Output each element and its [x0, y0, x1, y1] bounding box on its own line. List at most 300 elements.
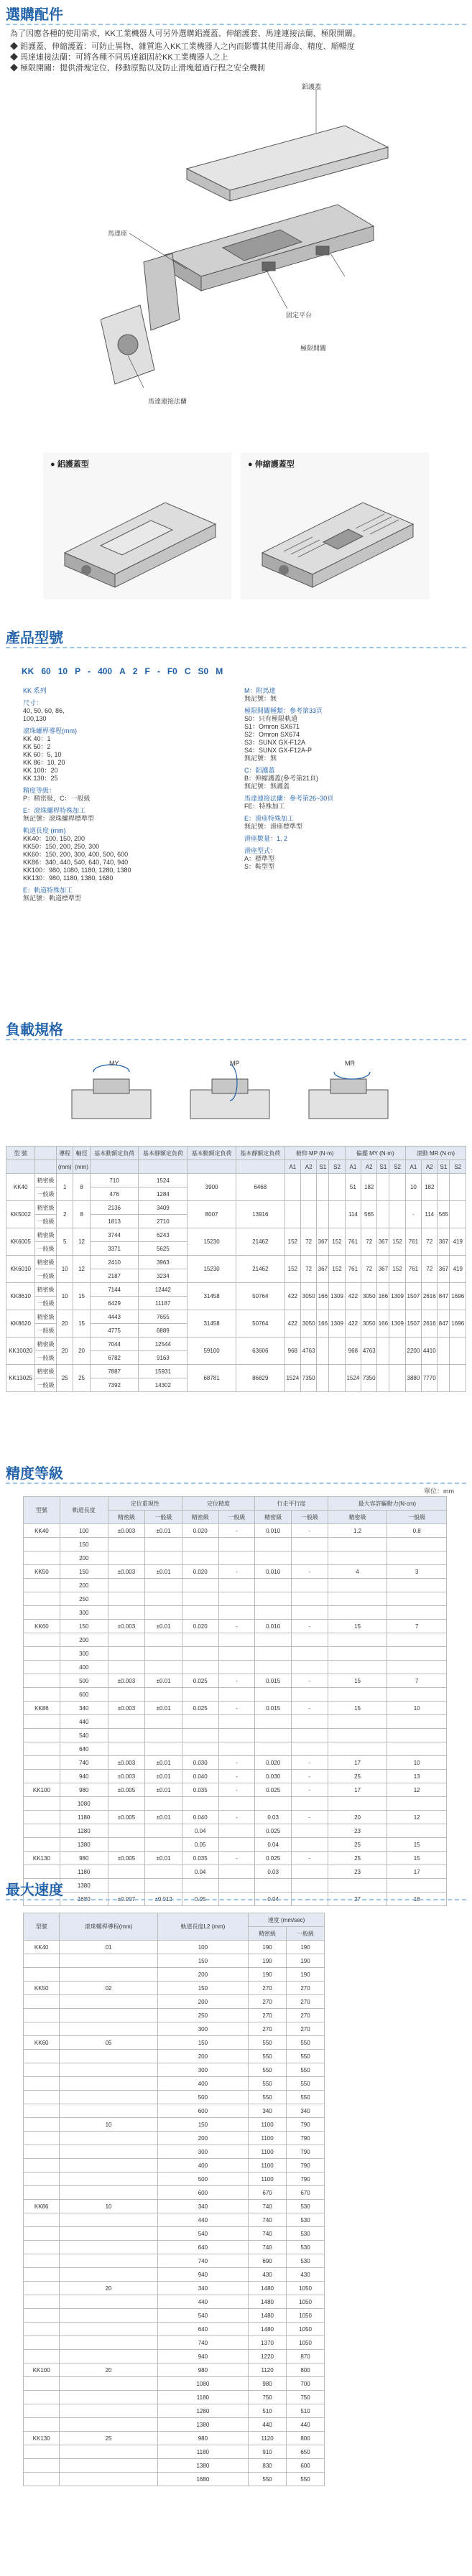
speed-cell: 200 — [157, 2050, 248, 2063]
speed-cell — [60, 2445, 157, 2459]
speed-cell: 270 — [287, 2022, 325, 2036]
load-moment-cell: 1507 — [405, 1310, 421, 1338]
speed-cell: 190 — [249, 1954, 287, 1968]
accuracy-cell — [292, 1606, 328, 1620]
accuracy-cell: ±0.01 — [145, 1674, 182, 1688]
accuracy-subheader-cell: 精密級 — [108, 1511, 145, 1524]
speed-cell — [60, 2159, 157, 2173]
accuracy-cell: - — [218, 1756, 255, 1770]
accuracy-row — [24, 1729, 447, 1742]
accuracy-cell: 0.035 — [182, 1783, 218, 1797]
speed-cell: 550 — [249, 2063, 287, 2077]
accuracy-cell: 17 — [328, 1756, 387, 1770]
accuracy-cell — [24, 1606, 60, 1620]
load-ca-cell: 7887 — [90, 1365, 139, 1378]
accuracy-cell: - — [218, 1524, 255, 1538]
model-note-line: A：標準型 — [244, 855, 275, 862]
load-ca-cell: 6782 — [90, 1351, 139, 1365]
accuracy-cell: - — [292, 1852, 328, 1865]
accuracy-cell: - — [218, 1565, 255, 1579]
load-moment-cell: 968 — [345, 1338, 361, 1365]
speed-cell: 1480 — [249, 2309, 287, 2323]
load-moment-cell: 166 — [377, 1310, 389, 1338]
speed-cell — [24, 2391, 60, 2404]
load-moment-cell: 761 — [405, 1256, 421, 1283]
accuracy-cell: 1680 — [60, 1893, 108, 1906]
speed-row — [24, 2268, 325, 2282]
accuracy-cell — [218, 1647, 255, 1661]
load-moment-cell: 72 — [361, 1228, 377, 1256]
moment-diagrams — [65, 1058, 409, 1129]
speed-cell: 510 — [287, 2404, 325, 2418]
speed-cell: 1120 — [249, 2363, 287, 2377]
accuracy-cell — [218, 1538, 255, 1551]
load-ca-cell: 1813 — [90, 1215, 139, 1228]
accuracy-cell: 150 — [60, 1620, 108, 1633]
accuracy-cell — [182, 1688, 218, 1702]
accuracy-cell: 18 — [387, 1893, 447, 1906]
accuracy-row — [24, 1865, 447, 1879]
load-subheader-cell — [236, 1160, 284, 1174]
speed-cell — [60, 2418, 157, 2432]
load-ca-cell: 3744 — [90, 1228, 139, 1242]
speed-cell: 340 — [157, 2200, 248, 2213]
speed-cell: 550 — [249, 2036, 287, 2050]
accuracy-cell: KK60 — [24, 1620, 60, 1633]
speed-cell — [24, 2145, 60, 2159]
accuracy-cell: 15 — [328, 1702, 387, 1715]
model-note — [244, 707, 431, 762]
accuracy-cell: ±0.01 — [145, 1702, 182, 1715]
load-moment-cell: 2616 — [422, 1283, 438, 1310]
accuracy-cell — [292, 1538, 328, 1551]
load-coa-cell: 1284 — [139, 1187, 188, 1201]
speed-cell: 430 — [287, 2268, 325, 2282]
load-moment-cell: - — [405, 1201, 421, 1228]
load-coa-cell: 3963 — [139, 1256, 188, 1269]
accuracy-cell: - — [292, 1756, 328, 1770]
load-moment-cell: 1696 — [450, 1283, 466, 1310]
accuracy-cell — [108, 1688, 145, 1702]
accuracy-cell: 200 — [60, 1579, 108, 1592]
model-note-line: KK 100：20 — [23, 767, 58, 774]
speed-cell — [60, 2323, 157, 2336]
load-rail-coa-cell: 6468 — [236, 1174, 284, 1201]
model-code-part: 2 — [132, 666, 138, 676]
load-subheader-cell: S1 — [438, 1160, 450, 1174]
accuracy-row — [24, 1783, 447, 1797]
accuracy-cell: 27 — [328, 1893, 387, 1906]
speed-row — [24, 2104, 325, 2118]
model-note — [244, 767, 431, 790]
accuracy-cell: KK100 — [24, 1783, 60, 1797]
load-rail-ca-cell: 68781 — [188, 1365, 236, 1392]
accuracy-cell — [182, 1606, 218, 1620]
load-subheader-cell: A2 — [301, 1160, 317, 1174]
speed-cell — [60, 2473, 157, 2486]
accuracy-cell — [387, 1797, 447, 1811]
accuracy-cell: 20 — [328, 1811, 387, 1824]
speed-cell — [24, 2268, 60, 2282]
speed-cell: 500 — [157, 2173, 248, 2186]
speed-cell: 1680 — [157, 2473, 248, 2486]
speed-row — [24, 2200, 325, 2213]
speed-cell: 440 — [157, 2295, 248, 2309]
accuracy-cell: 0.020 — [182, 1620, 218, 1633]
speed-cell — [24, 1954, 60, 1968]
model-note-line: 無記號：無 — [244, 755, 277, 762]
speed-row — [24, 2145, 325, 2159]
speed-row — [24, 2173, 325, 2186]
accuracy-cell — [387, 1538, 447, 1551]
speed-cell: 650 — [287, 2445, 325, 2459]
accuracy-cell — [108, 1797, 145, 1811]
accuracy-cell — [292, 1647, 328, 1661]
accuracy-cell: ±0.003 — [108, 1524, 145, 1538]
accuracy-cell: 0.030 — [255, 1770, 292, 1783]
accuracy-cell — [328, 1661, 387, 1674]
accuracy-cell — [387, 1606, 447, 1620]
speed-cell: 540 — [157, 2309, 248, 2323]
load-grade-cell: 一般級 — [35, 1378, 57, 1392]
accuracy-cell: 940 — [60, 1770, 108, 1783]
speed-cell: 670 — [287, 2186, 325, 2200]
speed-cell: 1100 — [249, 2159, 287, 2173]
accuracy-cell: - — [292, 1811, 328, 1824]
load-rail-coa-cell: 13916 — [236, 1201, 284, 1228]
load-moment-cell: 2200 — [405, 1338, 421, 1365]
model-note — [23, 827, 181, 882]
accuracy-cell — [255, 1715, 292, 1729]
load-moment-cell: 761 — [345, 1228, 361, 1256]
speed-cell: 600 — [287, 2459, 325, 2473]
load-lead-cell: 1 — [57, 1174, 73, 1201]
speed-cell: 200 — [157, 1995, 248, 2009]
load-title: 負載規格 — [6, 1022, 63, 1038]
accuracy-cell — [145, 1824, 182, 1838]
cover-type-illustration — [57, 481, 223, 589]
model-left-notes — [23, 687, 181, 907]
speed-cell: 430 — [249, 2268, 287, 2282]
load-ca-cell: 2410 — [90, 1256, 139, 1269]
load-moment-cell — [450, 1174, 466, 1201]
load-moment-cell: 422 — [284, 1310, 300, 1338]
speed-cell: 270 — [287, 2009, 325, 2022]
speed-cell: 740 — [157, 2336, 248, 2350]
accuracy-cell: 0.015 — [255, 1674, 292, 1688]
speed-cell: KK60 — [24, 2036, 60, 2050]
model-note-line: KK86：340, 440, 540, 640, 740, 940 — [23, 859, 129, 866]
load-coa-cell: 1524 — [139, 1174, 188, 1187]
model-code-part: F — [144, 666, 150, 676]
accuracy-cell — [387, 1742, 447, 1756]
load-row — [6, 1365, 466, 1378]
model-note-line: S：鞍型型 — [244, 863, 275, 870]
model-note — [23, 699, 181, 723]
speed-cell: 270 — [249, 2022, 287, 2036]
accuracy-cell: ±0.01 — [145, 1770, 182, 1783]
load-moment-cell — [284, 1174, 300, 1201]
accuracy-cell — [292, 1865, 328, 1879]
load-moment-cell: 1309 — [329, 1283, 345, 1310]
speed-cell: 1370 — [249, 2336, 287, 2350]
accuracy-row — [24, 1770, 447, 1783]
accuracy-row — [24, 1688, 447, 1702]
load-moment-cell: 2616 — [422, 1310, 438, 1338]
model-right-notes — [244, 687, 431, 875]
speed-cell: 640 — [157, 2241, 248, 2254]
speed-row — [24, 2063, 325, 2077]
accuracy-row — [24, 1756, 447, 1770]
load-moment-cell: 152 — [329, 1228, 345, 1256]
speed-cell: 400 — [157, 2159, 248, 2173]
load-moment-cell: 565 — [361, 1201, 377, 1228]
accuracy-cell: 540 — [60, 1729, 108, 1742]
speed-cell: 790 — [287, 2132, 325, 2145]
speed-cell — [60, 2391, 157, 2404]
load-moment-cell — [438, 1174, 450, 1201]
model-note-title: C：鋁護蓋 — [244, 767, 275, 774]
load-subheader-cell: S2 — [389, 1160, 405, 1174]
accuracy-cell — [145, 1538, 182, 1551]
load-moment-cell — [284, 1201, 300, 1228]
accuracy-cell — [145, 1606, 182, 1620]
accuracy-row — [24, 1524, 447, 1538]
accuracy-row — [24, 1852, 447, 1865]
accuracy-cell: 100 — [60, 1524, 108, 1538]
callout-motor-flange: 馬達座 — [108, 230, 128, 237]
accuracy-cell — [182, 1551, 218, 1565]
accuracy-cell — [108, 1551, 145, 1565]
speed-title: 最大速度 — [6, 1882, 63, 1898]
model-section — [0, 626, 472, 935]
load-grade-cell: 一般級 — [35, 1187, 57, 1201]
speed-cell: 600 — [157, 2104, 248, 2118]
load-grade-cell: 精密級 — [35, 1310, 57, 1324]
load-header-cell: 軸徑 — [73, 1147, 90, 1160]
bullet-item: ◆ 極限開關：提供滑塊定位、移動原點以及防止滑塊超過行程之安全機制 — [10, 64, 266, 73]
speed-cell — [60, 2077, 157, 2091]
model-code-part: - — [88, 666, 91, 676]
load-subheader-cell: A1 — [284, 1160, 300, 1174]
load-shaft-cell: 15 — [73, 1283, 90, 1310]
moment-label-mp: MP — [230, 1060, 240, 1067]
speed-cell: 740 — [157, 2254, 248, 2268]
model-note-title: E：滾珠螺桿特殊加工 — [23, 807, 86, 814]
load-moment-cell: 152 — [389, 1228, 405, 1256]
model-note — [23, 727, 181, 783]
bellows-type-illustration — [255, 481, 420, 589]
accuracy-cell — [108, 1647, 145, 1661]
load-moment-cell: 7770 — [422, 1365, 438, 1392]
load-rail-ca-cell: 15230 — [188, 1228, 236, 1256]
speed-row — [24, 2036, 325, 2050]
accuracy-cell — [182, 1715, 218, 1729]
speed-row — [24, 1954, 325, 1968]
model-code — [22, 666, 230, 676]
accuracy-cell: - — [292, 1702, 328, 1715]
moment-label-mr: MR — [345, 1060, 355, 1067]
accuracy-cell — [218, 1606, 255, 1620]
accuracy-cell: ±0.01 — [145, 1852, 182, 1865]
speed-cell: 150 — [157, 1982, 248, 1995]
speed-cell — [24, 1968, 60, 1982]
accuracy-cell: 12 — [387, 1783, 447, 1797]
speed-cell — [24, 2282, 60, 2295]
accuracy-cell — [255, 1606, 292, 1620]
speed-cell: 190 — [287, 1941, 325, 1954]
speed-cell — [24, 2350, 60, 2363]
accuracy-cell: 15 — [328, 1674, 387, 1688]
speed-header-cell: 型號 — [24, 1913, 60, 1941]
speed-cell — [60, 2145, 157, 2159]
speed-cell: 670 — [249, 2186, 287, 2200]
load-moment-cell: 761 — [405, 1228, 421, 1256]
speed-cell — [60, 2459, 157, 2473]
accuracy-cell — [145, 1592, 182, 1606]
speed-cell: 270 — [249, 1995, 287, 2009]
load-moment-cell: 182 — [361, 1174, 377, 1201]
model-code-part: P — [75, 666, 81, 676]
accuracy-cell: 7 — [387, 1620, 447, 1633]
load-shaft-cell: 25 — [73, 1365, 90, 1392]
speed-header-cell: 滾珠螺桿導程(mm) — [60, 1913, 157, 1941]
speed-cell — [60, 2104, 157, 2118]
accuracy-cell: - — [218, 1893, 255, 1906]
accuracy-cell — [108, 1633, 145, 1647]
accuracy-cell — [108, 1538, 145, 1551]
accuracy-header-cell: 行走平行度 — [255, 1497, 328, 1511]
load-coa-cell: 12442 — [139, 1283, 188, 1297]
speed-cell — [24, 2309, 60, 2323]
load-coa-cell: 3234 — [139, 1269, 188, 1283]
speed-row — [24, 1941, 325, 1954]
model-code-part: A — [119, 666, 126, 676]
speed-cell: 340 — [249, 2104, 287, 2118]
model-note-title: 滑座數量：1, 2 — [244, 835, 288, 842]
load-model-cell: KK40 — [6, 1174, 35, 1201]
speed-cell — [24, 2445, 60, 2459]
load-row — [6, 1310, 466, 1324]
accuracy-cell: 0.010 — [255, 1524, 292, 1538]
accuracy-cell: ±0.007 — [108, 1893, 145, 1906]
accuracy-cell: ±0.003 — [108, 1770, 145, 1783]
speed-table — [23, 1913, 325, 2486]
load-rail-ca-cell: 31458 — [188, 1310, 236, 1338]
speed-cell — [24, 2132, 60, 2145]
load-subheader-cell — [188, 1160, 236, 1174]
load-moment-cell — [317, 1338, 329, 1365]
bullet-item: ◆ 馬達連接法蘭：可將各種不同馬達鎖固於KK工業機器人之上 — [10, 53, 228, 62]
accuracy-cell — [387, 1715, 447, 1729]
callout-cover: 鋁護蓋 — [302, 83, 322, 90]
accuracy-cell: - — [292, 1674, 328, 1688]
speed-cell: 750 — [287, 2391, 325, 2404]
accuracy-cell: 7 — [387, 1674, 447, 1688]
speed-cell: 640 — [157, 2323, 248, 2336]
model-code-part: M — [216, 666, 223, 676]
speed-cell: 1100 — [249, 2118, 287, 2132]
model-code-part: 400 — [98, 666, 113, 676]
speed-row — [24, 2445, 325, 2459]
speed-row — [24, 2022, 325, 2036]
load-moment-cell: 182 — [422, 1174, 438, 1201]
load-rail-ca-cell: 31458 — [188, 1283, 236, 1310]
accuracy-cell — [218, 1688, 255, 1702]
accuracy-subheader-cell: 一般級 — [292, 1511, 328, 1524]
load-subheader-cell: S2 — [329, 1160, 345, 1174]
accuracy-cell: 200 — [60, 1633, 108, 1647]
accuracy-cell — [255, 1633, 292, 1647]
load-header-cell: 型 號 — [6, 1147, 35, 1160]
accuracy-cell — [24, 1865, 60, 1879]
load-subheader-cell: S2 — [450, 1160, 466, 1174]
speed-cell: KK130 — [24, 2432, 60, 2445]
load-ca-cell: 7392 — [90, 1378, 139, 1392]
accuracy-cell: 0.025 — [182, 1674, 218, 1688]
speed-cell: 10 — [60, 2118, 157, 2132]
accuracy-cell: ±0.005 — [108, 1811, 145, 1824]
load-moment-cell — [438, 1338, 450, 1365]
load-moment-cell: 114 — [422, 1201, 438, 1228]
load-moment-cell — [317, 1365, 329, 1392]
accuracy-cell: 0.025 — [255, 1852, 292, 1865]
speed-cell — [24, 2227, 60, 2241]
load-moment-cell: 152 — [284, 1228, 300, 1256]
load-moment-cell: 367 — [317, 1256, 329, 1283]
accuracy-cell — [387, 1647, 447, 1661]
accuracy-cell: 15 — [328, 1620, 387, 1633]
speed-cell — [60, 2227, 157, 2241]
accuracy-cell: 4 — [328, 1565, 387, 1579]
accuracy-cell: 0.030 — [182, 1756, 218, 1770]
title-divider — [6, 1899, 466, 1900]
load-model-cell: KK8620 — [6, 1310, 35, 1338]
model-note — [23, 807, 181, 823]
speed-row — [24, 2254, 325, 2268]
accuracy-cell: ±0.003 — [108, 1674, 145, 1688]
speed-cell: 800 — [287, 2363, 325, 2377]
accuracy-cell: KK130 — [24, 1852, 60, 1865]
accuracy-cell — [387, 1661, 447, 1674]
speed-cell — [24, 2241, 60, 2254]
speed-cell: 270 — [249, 2009, 287, 2022]
accuracy-cell: 980 — [60, 1783, 108, 1797]
accuracy-unit: 單位：mm — [424, 1488, 454, 1495]
accuracy-cell: - — [218, 1852, 255, 1865]
speed-cell: 1100 — [249, 2145, 287, 2159]
accuracy-cell — [255, 1551, 292, 1565]
speed-cell: 550 — [249, 2077, 287, 2091]
title-divider — [6, 1039, 466, 1040]
load-grade-cell: 精密級 — [35, 1228, 57, 1242]
model-note-line: KK40：100, 150, 200 — [23, 835, 85, 842]
load-ca-cell: 2187 — [90, 1269, 139, 1283]
accuracy-cell — [24, 1770, 60, 1783]
load-moment-cell: 72 — [301, 1228, 317, 1256]
accuracy-cell: 1380 — [60, 1838, 108, 1852]
speed-cell: 300 — [157, 2145, 248, 2159]
load-row — [6, 1256, 466, 1269]
load-moment-cell — [301, 1201, 317, 1228]
load-lead-cell: 10 — [57, 1256, 73, 1283]
speed-cell: 05 — [60, 2036, 157, 2050]
accuracy-subheader-cell: 精密級 — [328, 1511, 387, 1524]
load-moment-cell: 72 — [422, 1256, 438, 1283]
accuracy-cell — [328, 1797, 387, 1811]
accuracy-cell: 980 — [60, 1852, 108, 1865]
load-header-row — [6, 1147, 466, 1160]
